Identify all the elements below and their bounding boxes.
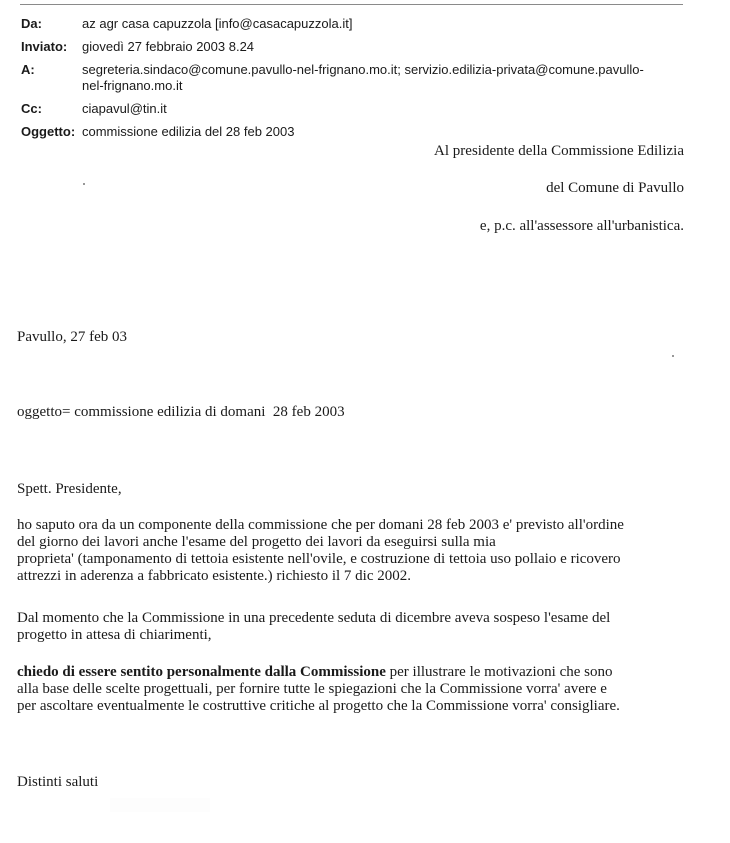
salutation: Spett. Presidente, bbox=[17, 481, 122, 497]
body-3-line-3: per ascoltare eventualmente le costruttive critiche al progetto che la Commissione vorra' consigliare. bbox=[17, 698, 620, 714]
header-row-subject bbox=[21, 124, 701, 140]
subject-value: commissione edilizia del 28 feb 2003 bbox=[82, 124, 295, 139]
sent-label: Inviato: bbox=[21, 39, 68, 54]
signature-redaction bbox=[110, 798, 210, 812]
scan-speck bbox=[83, 183, 85, 185]
body-1-line-3: proprieta' (tamponamento di tettoia esistente nell'ovile, e costruzione di tettoia uso pollaio e ricovero bbox=[17, 551, 621, 567]
letter-subject-line: oggetto= commissione edilizia di domani 28 feb 2003 bbox=[17, 404, 345, 420]
body-paragraph-2 bbox=[17, 610, 717, 644]
from-label: Da: bbox=[21, 16, 42, 31]
body-1-line-1: ho saputo ora da un componente della commissione che per domani 28 feb 2003 e' previsto all'ordine bbox=[17, 517, 624, 533]
cc-value: ciapavul@tin.it bbox=[82, 101, 167, 116]
body-3-line-2: alla base delle scelte progettuali, per fornire tutte le spiegazioni che la Commissione vorra' avere e bbox=[17, 681, 607, 697]
header-row-to bbox=[21, 62, 701, 94]
sent-value: giovedì 27 febbraio 2003 8.24 bbox=[82, 39, 255, 54]
subject-label: Oggetto: bbox=[21, 124, 76, 139]
body-paragraph-1 bbox=[17, 517, 717, 585]
from-value: az agr casa capuzzola [info@casacapuzzola.it] bbox=[82, 16, 353, 31]
to-label: A: bbox=[21, 62, 35, 77]
body-paragraph-3 bbox=[17, 664, 717, 715]
body-2-line-1: Dal momento che la Commissione in una precedente seduta di dicembre aveva sospeso l'esame del bbox=[17, 610, 611, 626]
addressee-line-3: e, p.c. all'assessore all'urbanistica. bbox=[479, 218, 684, 234]
header-row-sent bbox=[21, 39, 701, 55]
email-header bbox=[21, 16, 701, 147]
top-rule bbox=[20, 4, 683, 5]
addressee-line-2: del Comune di Pavullo bbox=[546, 180, 684, 196]
body-1-line-4: attrezzi in aderenza a fabbricato esistente.) richiesto il 7 dic 2002. bbox=[17, 568, 411, 584]
place-date: Pavullo, 27 feb 03 bbox=[17, 329, 127, 345]
body-1-line-2: del giorno dei lavori anche l'esame del progetto dei lavori da eseguirsi sulla mia bbox=[17, 534, 496, 550]
body-3-line-1 bbox=[17, 664, 717, 681]
cc-label: Cc: bbox=[21, 101, 42, 116]
header-row-cc bbox=[21, 101, 701, 117]
to-value: segreteria.sindaco@comune.pavullo-nel-frignano.mo.it; servizio.edilizia-privata@comune.pavullo- nel-frignano.mo.it bbox=[82, 62, 644, 93]
body-2-line-2: progetto in attesa di chiarimenti, bbox=[17, 627, 212, 643]
scan-speck bbox=[672, 355, 674, 357]
header-row-from bbox=[21, 16, 701, 32]
bold-request: chiedo di essere sentito personalmente dalla Commissione bbox=[17, 664, 386, 680]
closing: Distinti saluti bbox=[17, 774, 99, 790]
addressee-line-1: Al presidente della Commissione Edilizia bbox=[434, 143, 684, 159]
body-3-line-1-rest: per illustrare le motivazioni che sono bbox=[385, 664, 613, 680]
